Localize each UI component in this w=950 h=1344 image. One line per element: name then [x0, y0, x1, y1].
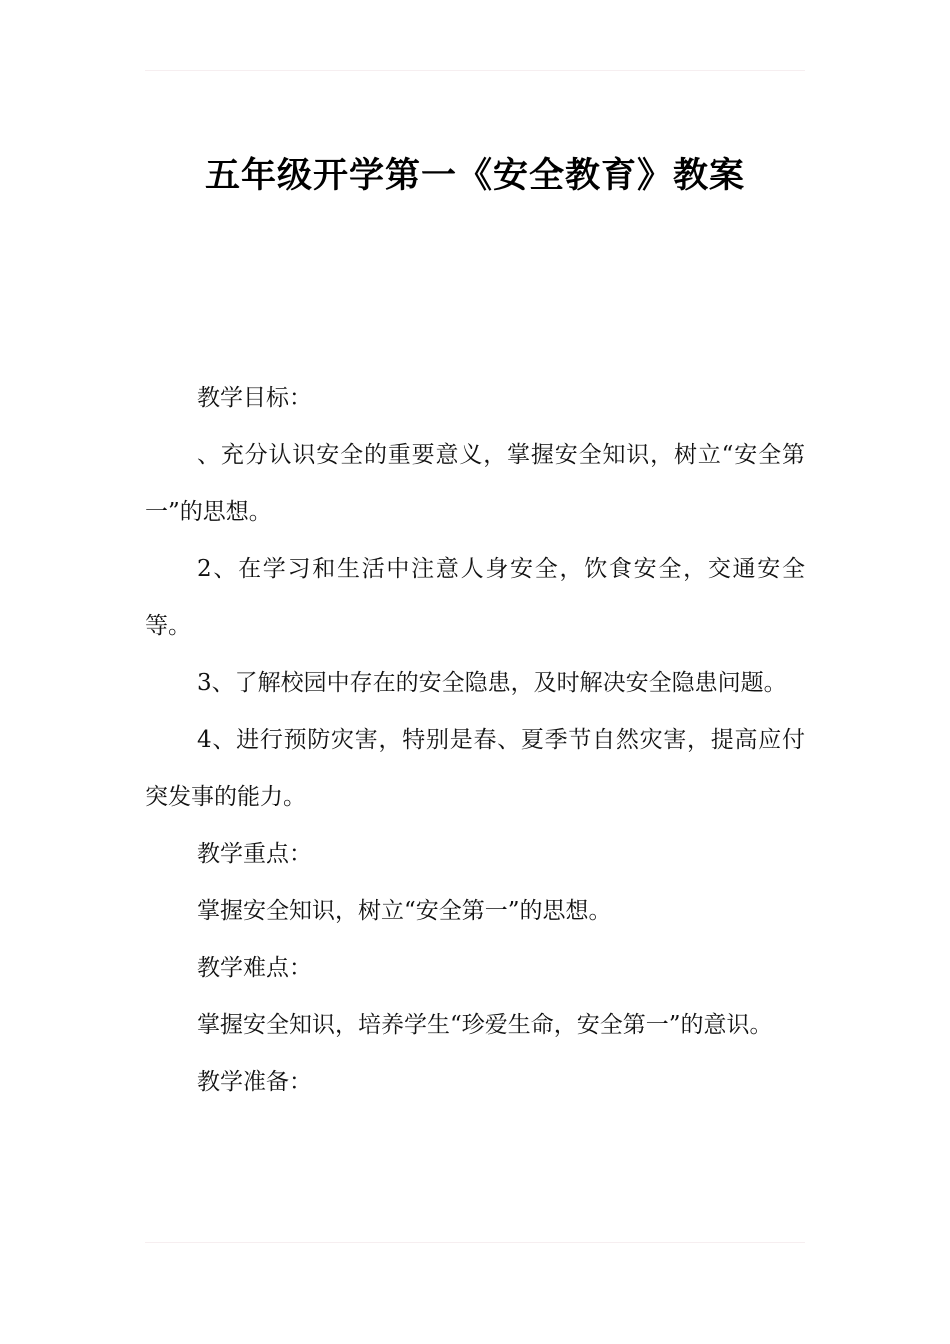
section-heading-objectives: 教学目标： [197, 385, 312, 411]
key-points-text: 掌握安全知识，树立“安全第一”的思想。 [197, 898, 612, 924]
objective-item-3: 3、了解校园中存在的安全隐患，及时解决安全隐患问题。 [197, 670, 787, 696]
footer-rule [145, 1242, 805, 1243]
document-title: 五年级开学第一《安全教育》教案 [204, 156, 745, 197]
difficulties-text: 掌握安全知识，培养学生“珍爱生命，安全第一”的意识。 [197, 1012, 773, 1038]
section-heading-difficulties: 教学难点： [197, 955, 312, 981]
objective-item-2: 2、在学习和生活中注意人身安全，饮食安全，交通安全等。 [145, 556, 805, 639]
document-body [145, 370, 805, 1111]
objective-item-4: 4、进行预防灾害，特别是春、夏季节自然灾害，提高应付突发事的能力。 [145, 727, 805, 810]
section-heading-preparation: 教学准备： [197, 1069, 312, 1095]
objective-item-1: 、充分认识安全的重要意义，掌握安全知识，树立“安全第一”的思想。 [145, 442, 805, 525]
section-heading-key-points: 教学重点： [197, 841, 312, 867]
header-rule [145, 70, 805, 71]
